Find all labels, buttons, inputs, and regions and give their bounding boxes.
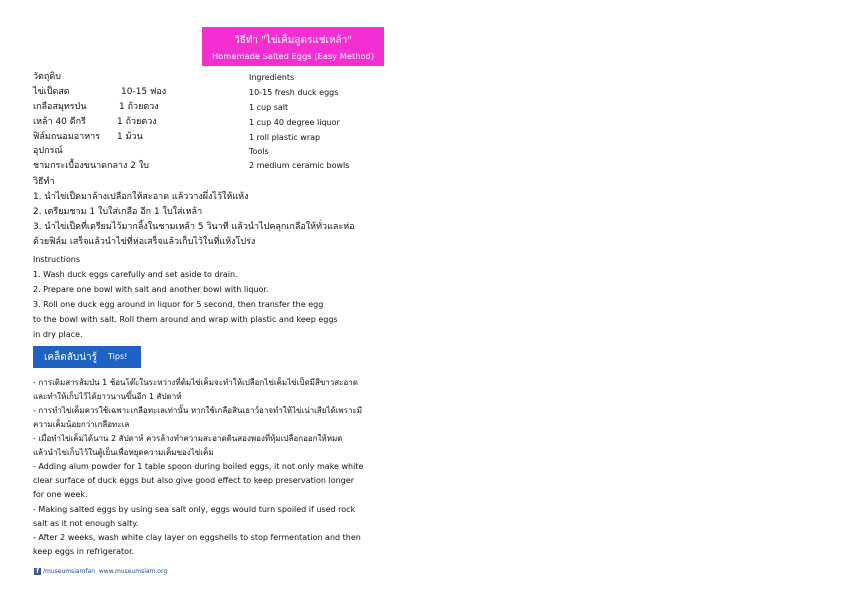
- ingredients-heading-english: Ingredients: [249, 73, 295, 82]
- ingredient-name: ฟิล์มถนอมอาหาร: [33, 132, 101, 142]
- ingredient-english: 1 roll plastic wrap: [249, 133, 321, 142]
- ingredient-name: เหล้า 40 ดีกรี: [33, 117, 86, 127]
- ingredient-qty: 10-15 ฟอง: [121, 87, 167, 97]
- method-line-english: in dry place.: [33, 330, 83, 339]
- method-line-thai: 1. นำไข่เป็ดมาล้างเปลือกให้สะอาด แล้ววางผึ่งไว้ให้แห้ง: [33, 192, 249, 202]
- tip-line: - เมื่อทำไข่เค็มได้นาน 2 สัปดาห์ ควรล้างทำความสะอาดดินสองพองที่หุ้มเปลือกออกให้หมด: [33, 434, 343, 443]
- title-thai: วิธีทำ "ไข่เค็มสูตรแช่เหล้า": [234, 35, 352, 46]
- website-link[interactable]: www.museumsiam.org: [98, 568, 168, 575]
- tip-line: salt as it not enough salty.: [33, 519, 139, 528]
- tip-line: ความเค็มน้อยกว่าเกลือทะเล: [33, 420, 130, 429]
- method-line-english: 2. Prepare one bowl with salt and another bowl with liquor.: [33, 285, 269, 294]
- method-line-thai: ด้วยฟิล์ม เสร็จแล้วนำไข่ที่ห่อเสร็จแล้วเก็บไว้ในที่แห้งโปร่ง: [33, 237, 256, 247]
- ingredient-english: 10-15 fresh duck eggs: [249, 88, 339, 97]
- ingredient-qty: 1 ม้วน: [117, 132, 143, 142]
- title-english: Homemade Salted Eggs (Easy Method): [211, 51, 375, 61]
- tip-line: - การทำไข่เค็มควรใช้เฉพาะเกลือทะเลเท่านั้น หากใช้เกลือสินเธาว์อาจทำให้ไข่เน่าเสียได้เพราะมี: [33, 406, 363, 415]
- method-heading-thai: วิธีทำ: [33, 177, 55, 187]
- tip-line: - การเติมสารส้มป่น 1 ช้อนโต๊ะในระหว่างที่ต้มไข่เค็มจะทำให้เปลือกไข่เค็มไข่เป็ดมีสีขาวสะอาด: [33, 378, 358, 387]
- tip-line: แล้วนำไข่เก็บไว้ในตู้เย็นเพื่อหยุดความเค็มของไข่เค็ม: [33, 448, 214, 457]
- tools-heading-thai: อุปกรณ์: [33, 146, 63, 156]
- method-line-english: to the bowl with salt. Roll them around and wrap with plastic and keep eggs: [33, 315, 338, 324]
- tip-line: - Making salted eggs by using sea salt only, eggs would turn spoiled if used rock: [33, 505, 356, 514]
- ingredient-qty: 1 ถ้วยตวง: [117, 117, 157, 127]
- tip-line: for one week.: [33, 490, 88, 499]
- tip-line: - Adding alum powder for 1 table spoon during boiled eggs, it not only make white: [33, 462, 364, 471]
- ingredient-name: เกลือสมุทรป่น: [33, 102, 87, 112]
- tips-banner: [33, 346, 141, 368]
- tip-line: และทำให้เก็บไว้ได้ยาวนานขึ้นอีก 1 สัปดาห์: [33, 392, 182, 401]
- facebook-handle[interactable]: /museumsiamfan: [43, 568, 96, 575]
- tip-line: - After 2 weeks, wash white clay layer on eggshells to stop fermentation and then: [33, 533, 361, 542]
- ingredients-heading-thai: วัตถุดิบ: [33, 72, 61, 82]
- method-heading-english: Instructions: [33, 255, 80, 264]
- ingredient-qty: 1 ถ้วยตวง: [119, 102, 159, 112]
- method-line-thai: 2. เตรียมชาม 1 ใบใส่เกลือ อีก 1 ใบใส่เหล้า: [33, 207, 203, 217]
- method-line-thai: 3. นำไข่เป็ดที่เตรียมไว้มากลิ้งในชามเหล้า 5 วินาที แล้วนำไปคลุกเกลือให้ทั่วและห่อ: [33, 222, 355, 232]
- tip-line: clear surface of duck eggs but also give good effect to keep preservation longer: [33, 476, 354, 485]
- footer: [34, 568, 167, 575]
- tool-item-thai: ชามกระเบื้องขนาดกลาง 2 ใบ: [33, 161, 149, 171]
- tips-heading-thai: เคล็ดลับน่ารู้: [44, 352, 98, 363]
- ingredient-english: 1 cup salt: [249, 103, 289, 112]
- tools-heading-english: Tools: [249, 147, 269, 156]
- ingredient-english: 1 cup 40 degree liquor: [249, 118, 340, 127]
- tips-heading-english: Tips!: [108, 352, 128, 361]
- method-line-english: 1. Wash duck eggs carefully and set aside to drain.: [33, 270, 238, 279]
- title-banner: [202, 27, 384, 66]
- ingredient-name: ไข่เป็ดสด: [33, 87, 70, 97]
- tip-line: keep eggs in refrigerator.: [33, 547, 135, 556]
- facebook-icon: f: [34, 568, 41, 575]
- method-line-english: 3. Roll one duck egg around in liquor for 5 second, then transfer the egg: [33, 300, 324, 309]
- tool-item-english: 2 medium ceramic bowls: [249, 161, 350, 170]
